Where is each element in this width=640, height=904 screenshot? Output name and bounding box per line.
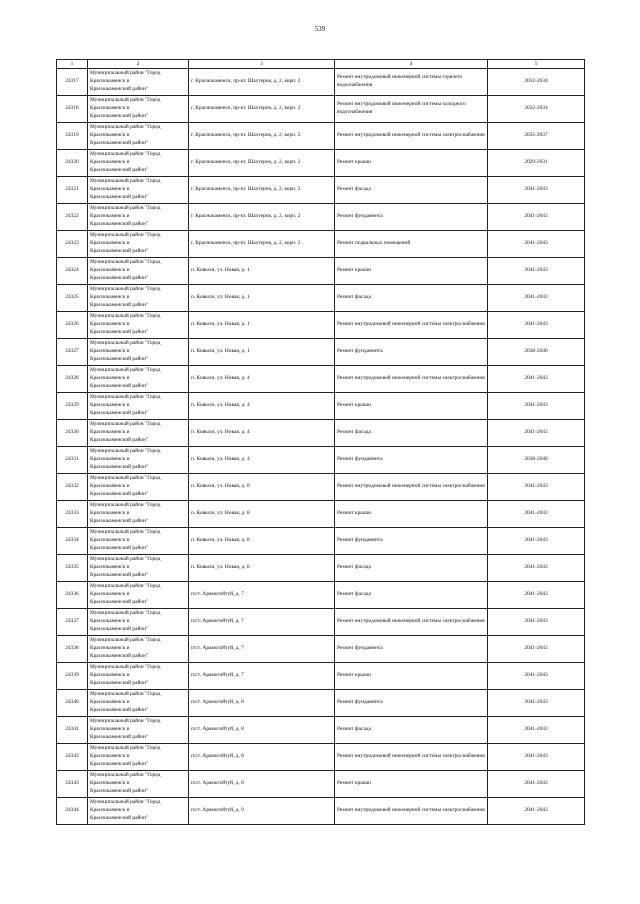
address-cell: г. Краснокаменск, пр-кт. Шахтеров, д. 2, корп. 2: [189, 204, 335, 231]
work-type-cell: Ремонт фундамента: [335, 339, 488, 366]
municipality-cell: Муниципальный район "Город Краснокаменск и Краснокаменский район": [88, 204, 189, 231]
period-cell: 2041-2043: [488, 501, 585, 528]
address-cell: п. Ковыли, ул. Новая, д. 4: [189, 447, 335, 474]
table-row: [57, 420, 585, 447]
work-type-cell: Ремонт крыши: [335, 150, 488, 177]
period-cell: 2041-2043: [488, 717, 585, 744]
period-cell: 2035-2037: [488, 123, 585, 150]
address-cell: п. Ковыли, ул. Новая, д. 8: [189, 501, 335, 528]
row-number-cell: 24324: [57, 258, 88, 285]
period-cell: 2041-2043: [488, 420, 585, 447]
row-number-cell: 24317: [57, 69, 88, 96]
table-row: [57, 231, 585, 258]
address-cell: п. Ковыли, ул. Новая, д. 8: [189, 555, 335, 582]
row-number-cell: 24325: [57, 285, 88, 312]
period-cell: 2041-2043: [488, 285, 585, 312]
table-row: [57, 177, 585, 204]
row-number-cell: 24339: [57, 663, 88, 690]
table-row: [57, 690, 585, 717]
period-cell: 2041-2043: [488, 555, 585, 582]
column-header: 3: [189, 60, 335, 69]
work-type-cell: Ремонт фасада: [335, 717, 488, 744]
address-cell: г. Краснокаменск, пр-кт. Шахтеров, д. 2, корп. 2: [189, 177, 335, 204]
table-row: [57, 609, 585, 636]
row-number-cell: 24338: [57, 636, 88, 663]
address-cell: г. Краснокаменск, пр-кт. Шахтеров, д. 2, корп. 2: [189, 123, 335, 150]
municipality-cell: Муниципальный район "Город Краснокаменск и Краснокаменский район": [88, 447, 189, 474]
row-number-cell: 24333: [57, 501, 88, 528]
row-number-cell: 24331: [57, 447, 88, 474]
address-cell: п/ст. Арамогойтуй, д. 9: [189, 798, 335, 825]
table-row: [57, 501, 585, 528]
municipality-cell: Муниципальный район "Город Краснокаменск и Краснокаменский район": [88, 96, 189, 123]
table-row: [57, 69, 585, 96]
column-header: 4: [335, 60, 488, 69]
municipality-cell: Муниципальный район "Город Краснокаменск и Краснокаменский район": [88, 528, 189, 555]
table-row: [57, 366, 585, 393]
table-row: [57, 312, 585, 339]
column-header: 5: [488, 60, 585, 69]
work-type-cell: Ремонт фасада: [335, 285, 488, 312]
table-row: [57, 528, 585, 555]
row-number-cell: 24344: [57, 798, 88, 825]
work-type-cell: Ремонт внутридомовой инженерной системы электроснабжения: [335, 312, 488, 339]
row-number-cell: 24335: [57, 555, 88, 582]
period-cell: 2041-2043: [488, 528, 585, 555]
table-row: [57, 447, 585, 474]
municipality-cell: Муниципальный район "Город Краснокаменск и Краснокаменский район": [88, 609, 189, 636]
address-cell: г. Краснокаменск, пр-кт. Шахтеров, д. 2, корп. 2: [189, 69, 335, 96]
period-cell: 2041-2043: [488, 663, 585, 690]
work-type-cell: Ремонт фундамента: [335, 204, 488, 231]
period-cell: 2029-2031: [488, 150, 585, 177]
page-number: 539: [314, 25, 326, 33]
address-cell: п/ст. Арамогойтуй, д. 7: [189, 609, 335, 636]
address-cell: п. Ковыли, ул. Новая, д. 4: [189, 366, 335, 393]
municipality-cell: Муниципальный район "Город Краснокаменск и Краснокаменский район": [88, 582, 189, 609]
period-cell: 2038-2040: [488, 447, 585, 474]
municipality-cell: Муниципальный район "Город Краснокаменск и Краснокаменский район": [88, 474, 189, 501]
municipality-cell: Муниципальный район "Город Краснокаменск и Краснокаменский район": [88, 177, 189, 204]
address-cell: п. Ковыли, ул. Новая, д. 1: [189, 312, 335, 339]
municipality-cell: Муниципальный район "Город Краснокаменск и Краснокаменский район": [88, 123, 189, 150]
work-type-cell: Ремонт фасада: [335, 177, 488, 204]
table-row: [57, 123, 585, 150]
work-type-cell: Ремонт внутридомовой инженерной системы электроснабжения: [335, 798, 488, 825]
work-type-cell: Ремонт фасада: [335, 420, 488, 447]
municipality-cell: Муниципальный район "Город Краснокаменск и Краснокаменский район": [88, 771, 189, 798]
municipality-cell: Муниципальный район "Город Краснокаменск и Краснокаменский район": [88, 69, 189, 96]
work-type-cell: Ремонт крыши: [335, 501, 488, 528]
work-type-cell: Ремонт внутридомовой инженерной системы электроснабжения: [335, 366, 488, 393]
period-cell: 2041-2043: [488, 636, 585, 663]
column-header: 1: [57, 60, 88, 69]
table-row: [57, 474, 585, 501]
table-row: [57, 393, 585, 420]
work-type-cell: Ремонт внутридомовой инженерной системы холодного водоснабжения: [335, 96, 488, 123]
row-number-cell: 24329: [57, 393, 88, 420]
row-number-cell: 24343: [57, 771, 88, 798]
address-cell: г. Краснокаменск, пр-кт. Шахтеров, д. 2, корп. 2: [189, 150, 335, 177]
row-number-cell: 24337: [57, 609, 88, 636]
row-number-cell: 24340: [57, 690, 88, 717]
address-cell: п/ст. Арамогойтуй, д. 7: [189, 582, 335, 609]
row-number-cell: 24327: [57, 339, 88, 366]
municipality-cell: Муниципальный район "Город Краснокаменск и Краснокаменский район": [88, 285, 189, 312]
municipality-cell: Муниципальный район "Город Краснокаменск и Краснокаменский район": [88, 663, 189, 690]
period-cell: 2041-2043: [488, 258, 585, 285]
period-cell: 2041-2043: [488, 474, 585, 501]
row-number-cell: 24321: [57, 177, 88, 204]
row-number-cell: 24319: [57, 123, 88, 150]
work-type-cell: Ремонт крыши: [335, 393, 488, 420]
address-cell: п. Ковыли, ул. Новая, д. 8: [189, 474, 335, 501]
table-row: [57, 582, 585, 609]
address-cell: п. Ковыли, ул. Новая, д. 4: [189, 393, 335, 420]
capital-repair-table: [56, 59, 585, 825]
municipality-cell: Муниципальный район "Город Краснокаменск и Краснокаменский район": [88, 312, 189, 339]
row-number-cell: 24323: [57, 231, 88, 258]
municipality-cell: Муниципальный район "Город Краснокаменск и Краснокаменский район": [88, 420, 189, 447]
address-cell: п. Ковыли, ул. Новая, д. 8: [189, 528, 335, 555]
municipality-cell: Муниципальный район "Город Краснокаменск и Краснокаменский район": [88, 393, 189, 420]
table-row: [57, 771, 585, 798]
municipality-cell: Муниципальный район "Город Краснокаменск и Краснокаменский район": [88, 150, 189, 177]
municipality-cell: Муниципальный район "Город Краснокаменск и Краснокаменский район": [88, 690, 189, 717]
address-cell: п/ст. Арамогойтуй, д. 8: [189, 744, 335, 771]
row-number-cell: 24336: [57, 582, 88, 609]
row-number-cell: 24320: [57, 150, 88, 177]
municipality-cell: Муниципальный район "Город Краснокаменск и Краснокаменский район": [88, 231, 189, 258]
period-cell: 2041-2043: [488, 393, 585, 420]
period-cell: 2041-2043: [488, 798, 585, 825]
period-cell: 2041-2043: [488, 204, 585, 231]
table-header-row: [57, 60, 585, 69]
municipality-cell: Муниципальный район "Город Краснокаменск и Краснокаменский район": [88, 555, 189, 582]
municipality-cell: Муниципальный район "Город Краснокаменск и Краснокаменский район": [88, 636, 189, 663]
table-row: [57, 150, 585, 177]
work-type-cell: Ремонт фундамента: [335, 528, 488, 555]
address-cell: п. Ковыли, ул. Новая, д. 4: [189, 420, 335, 447]
period-cell: 2041-2043: [488, 177, 585, 204]
municipality-cell: Муниципальный район "Город Краснокаменск и Краснокаменский район": [88, 366, 189, 393]
table-row: [57, 555, 585, 582]
work-type-cell: Ремонт внутридомовой инженерной системы электроснабжения: [335, 609, 488, 636]
row-number-cell: 24342: [57, 744, 88, 771]
period-cell: 2041-2043: [488, 690, 585, 717]
address-cell: п. Ковыли, ул. Новая, д. 1: [189, 258, 335, 285]
work-type-cell: Ремонт фасада: [335, 555, 488, 582]
work-type-cell: Ремонт крыши: [335, 663, 488, 690]
work-type-cell: Ремонт внутридомовой инженерной системы электроснабжения: [335, 123, 488, 150]
work-type-cell: Ремонт фундамента: [335, 447, 488, 474]
address-cell: п/ст. Арамогойтуй, д. 8: [189, 771, 335, 798]
period-cell: 2041-2043: [488, 744, 585, 771]
address-cell: п. Ковыли, ул. Новая, д. 1: [189, 339, 335, 366]
work-type-cell: Ремонт крыши: [335, 258, 488, 285]
row-number-cell: 24326: [57, 312, 88, 339]
table-row: [57, 636, 585, 663]
period-cell: 2032-2034: [488, 96, 585, 123]
table-row: [57, 717, 585, 744]
work-type-cell: Ремонт внутридомовой инженерной системы электроснабжения: [335, 744, 488, 771]
address-cell: п. Ковыли, ул. Новая, д. 1: [189, 285, 335, 312]
table-row: [57, 798, 585, 825]
work-type-cell: Ремонт подвальных помещений: [335, 231, 488, 258]
period-cell: 2038-2040: [488, 339, 585, 366]
address-cell: п/ст. Арамогойтуй, д. 7: [189, 663, 335, 690]
address-cell: г. Краснокаменск, пр-кт. Шахтеров, д. 2, корп. 2: [189, 231, 335, 258]
row-number-cell: 24341: [57, 717, 88, 744]
period-cell: 2041-2043: [488, 582, 585, 609]
work-type-cell: Ремонт внутридомовой инженерной системы горячего водоснабжения: [335, 69, 488, 96]
table-row: [57, 285, 585, 312]
row-number-cell: 24330: [57, 420, 88, 447]
period-cell: 2032-2034: [488, 69, 585, 96]
row-number-cell: 24332: [57, 474, 88, 501]
municipality-cell: Муниципальный район "Город Краснокаменск и Краснокаменский район": [88, 339, 189, 366]
work-type-cell: Ремонт крыши: [335, 771, 488, 798]
table-row: [57, 339, 585, 366]
period-cell: 2041-2043: [488, 771, 585, 798]
table-row: [57, 663, 585, 690]
table-row: [57, 744, 585, 771]
row-number-cell: 24328: [57, 366, 88, 393]
work-type-cell: Ремонт фундамента: [335, 690, 488, 717]
table-row: [57, 258, 585, 285]
municipality-cell: Муниципальный район "Город Краснокаменск и Краснокаменский район": [88, 258, 189, 285]
table-row: [57, 204, 585, 231]
address-cell: п/ст. Арамогойтуй, д. 8: [189, 717, 335, 744]
municipality-cell: Муниципальный район "Город Краснокаменск и Краснокаменский район": [88, 798, 189, 825]
work-type-cell: Ремонт внутридомовой инженерной системы электроснабжения: [335, 474, 488, 501]
address-cell: г. Краснокаменск, пр-кт. Шахтеров, д. 2, корп. 2: [189, 96, 335, 123]
municipality-cell: Муниципальный район "Город Краснокаменск и Краснокаменский район": [88, 501, 189, 528]
row-number-cell: 24334: [57, 528, 88, 555]
period-cell: 2041-2043: [488, 312, 585, 339]
address-cell: п/ст. Арамогойтуй, д. 8: [189, 690, 335, 717]
period-cell: 2041-2043: [488, 366, 585, 393]
municipality-cell: Муниципальный район "Город Краснокаменск и Краснокаменский район": [88, 717, 189, 744]
municipality-cell: Муниципальный район "Город Краснокаменск и Краснокаменский район": [88, 744, 189, 771]
work-type-cell: Ремонт фасада: [335, 582, 488, 609]
row-number-cell: 24322: [57, 204, 88, 231]
column-header: 2: [88, 60, 189, 69]
period-cell: 2041-2043: [488, 609, 585, 636]
work-type-cell: Ремонт фундамента: [335, 636, 488, 663]
table-row: [57, 96, 585, 123]
period-cell: 2041-2043: [488, 231, 585, 258]
row-number-cell: 24318: [57, 96, 88, 123]
address-cell: п/ст. Арамогойтуй, д. 7: [189, 636, 335, 663]
